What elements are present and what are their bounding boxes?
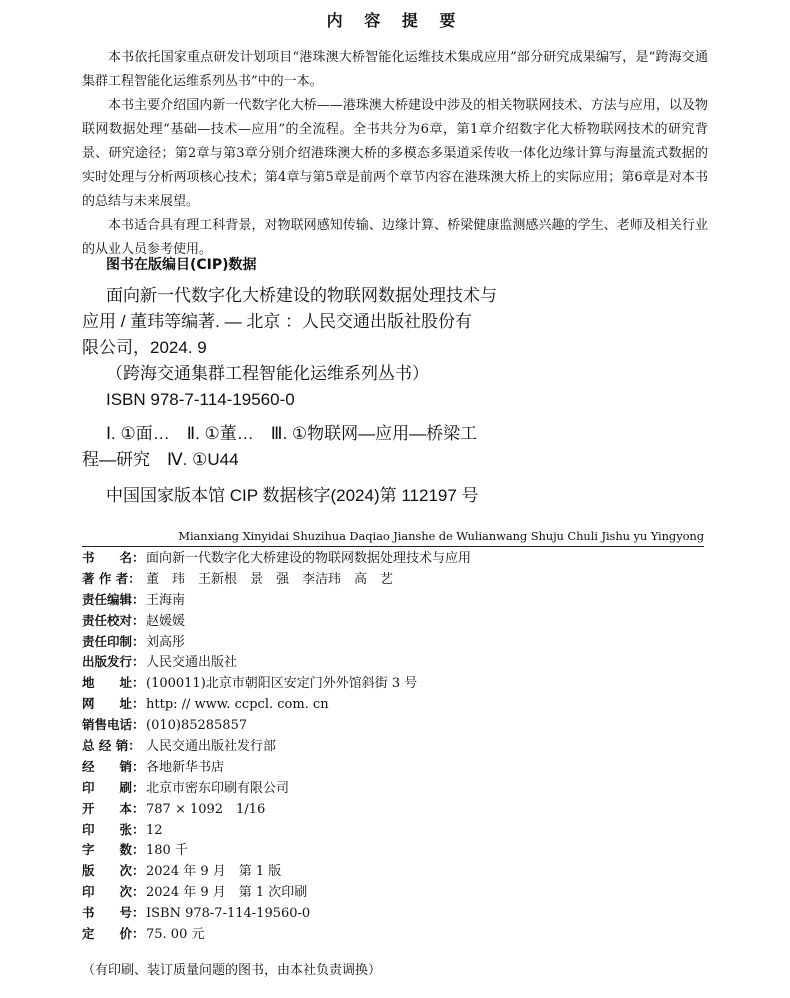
info-value: 各地新华书店	[146, 759, 225, 775]
info-label: 开 本：	[82, 800, 145, 816]
info-label: 地 址：	[82, 675, 145, 691]
info-value: 180 千	[146, 843, 188, 859]
publication-info-list	[82, 548, 704, 945]
summary-paragraph: 本书适合具有理工科背景，对物联网感知传输、边缘计算、桥梁健康监测感兴趣的学生、老师及相关行业的从业人员参考使用。	[82, 218, 708, 257]
info-label: 责任印制：	[82, 633, 145, 649]
info-value: 赵媛媛	[146, 613, 186, 629]
summary-title: 内 容 提 要	[326, 11, 464, 30]
cip-publisher-line: 限公司，2024. 9	[82, 338, 207, 357]
info-value: 董 玮 王新根 景 强 李洁玮 高 艺	[146, 571, 394, 587]
info-label: 网 址：	[82, 696, 145, 712]
info-value: 人民交通出版社发行部	[146, 739, 277, 755]
info-label: 销售电话：	[82, 717, 145, 733]
info-row	[82, 548, 704, 569]
info-row	[82, 861, 704, 882]
info-row	[82, 778, 704, 799]
info-row	[82, 611, 704, 632]
cip-series-line: （跨海交通集群工程智能化运维系列丛书）	[106, 364, 429, 383]
info-value: (100011)北京市朝阳区安定门外外馆斜街 3 号	[146, 676, 418, 692]
summary-body	[82, 46, 708, 262]
info-row	[82, 820, 704, 841]
info-row	[82, 632, 704, 653]
info-label: 字 数：	[82, 842, 145, 858]
info-value: http: // www. ccpcl. com. cn	[146, 697, 329, 713]
info-row	[82, 569, 704, 590]
info-row	[82, 840, 704, 861]
info-row	[82, 673, 704, 694]
info-value: (010)85285857	[146, 718, 248, 734]
info-value: 75. 00 元	[146, 927, 205, 943]
cip-title-line: 应用 / 董玮等编著. — 北京 ：人民交通出版社股份有	[82, 312, 473, 331]
info-row	[82, 799, 704, 820]
info-value: 王海南	[146, 592, 186, 608]
info-value: 刘高彤	[146, 634, 186, 650]
info-row	[82, 924, 704, 945]
info-label: 责任编辑：	[82, 591, 145, 607]
info-value: 人民交通出版社	[146, 655, 238, 671]
info-label: 书 号：	[82, 905, 145, 921]
summary-paragraph: 本书依托国家重点研发计划项目“港珠澳大桥智能化运维技术集成应用”部分研究成果编写，是“跨海交通集群工程智能化运维系列丛书”中的一本。	[82, 50, 708, 89]
info-label: 责任校对：	[82, 612, 145, 628]
info-label: 书 名：	[82, 550, 145, 565]
info-row	[82, 590, 704, 611]
info-value: 787 × 1092 1/16	[146, 801, 266, 817]
cip-data-block	[82, 283, 552, 509]
info-label: 印 次：	[82, 884, 145, 900]
info-row	[82, 736, 704, 757]
info-row	[82, 882, 704, 903]
info-value: 北京市密东印刷有限公司	[146, 780, 290, 796]
cip-heading: 图书在版编目(CIP)数据	[106, 257, 257, 273]
info-label: 出版发行：	[82, 654, 145, 670]
cip-title-line: 面向新一代数字化大桥建设的物联网数据处理技术与	[106, 286, 497, 305]
cip-classification-line: 程—研究 Ⅳ. ①U44	[82, 450, 239, 469]
info-label: 版 次：	[82, 863, 145, 879]
info-value: 面向新一代数字化大桥建设的物联网数据处理技术与应用	[146, 551, 472, 566]
info-value: 12	[146, 822, 163, 838]
footer-note: （有印刷、装订质量问题的图书，由本社负责调换）	[82, 963, 382, 978]
info-value: ISBN 978-7-114-19560-0	[146, 906, 311, 922]
pinyin-title: Mianxiang Xinyidai Shuzihua Daqiao Jianshe de Wulianwang Shuju Chuli Jishu yu Yingyong	[178, 529, 704, 543]
summary-paragraph: 本书主要介绍国内新一代数字化大桥——港珠澳大桥建设中涉及的相关物联网技术、方法与应用，以及物联网数据处理“基础—技术—应用”的全流程。全书共分为6章，第1章介绍数字化大桥物联网技术的研究背景、研究途径；第2章与第3章分别介绍港珠澳大桥的多模态多渠道采传收一体化边缘计算与海量流式数据的实时处理与分析两项核心技术；第4章与第5章是前两个章节内容在港珠澳大桥上的实际应用；第6章是对本书的总结与未来展望。	[82, 98, 708, 209]
info-row	[82, 715, 704, 736]
cip-classification-line: Ⅰ. ①面… Ⅱ. ①董… Ⅲ. ①物联网—应用—桥梁工	[106, 424, 478, 443]
info-row	[82, 903, 704, 924]
info-row	[82, 652, 704, 673]
info-label: 经 销：	[82, 758, 145, 774]
info-label: 定 价：	[82, 926, 145, 942]
info-label: 印 刷：	[82, 779, 145, 795]
info-label: 总 经 销：	[82, 738, 141, 754]
info-row	[82, 757, 704, 778]
info-label: 印 张：	[82, 821, 145, 837]
divider	[82, 546, 704, 547]
info-value: 2024 年 9 月 第 1 版	[146, 864, 282, 880]
cip-record-number: 中国国家版本馆 CIP 数据核字(2024)第 112197 号	[106, 486, 479, 505]
info-label: 著 作 者：	[82, 570, 141, 586]
cip-isbn-line: ISBN 978-7-114-19560-0	[106, 390, 295, 409]
info-value: 2024 年 9 月 第 1 次印刷	[146, 885, 308, 901]
info-row	[82, 694, 704, 715]
